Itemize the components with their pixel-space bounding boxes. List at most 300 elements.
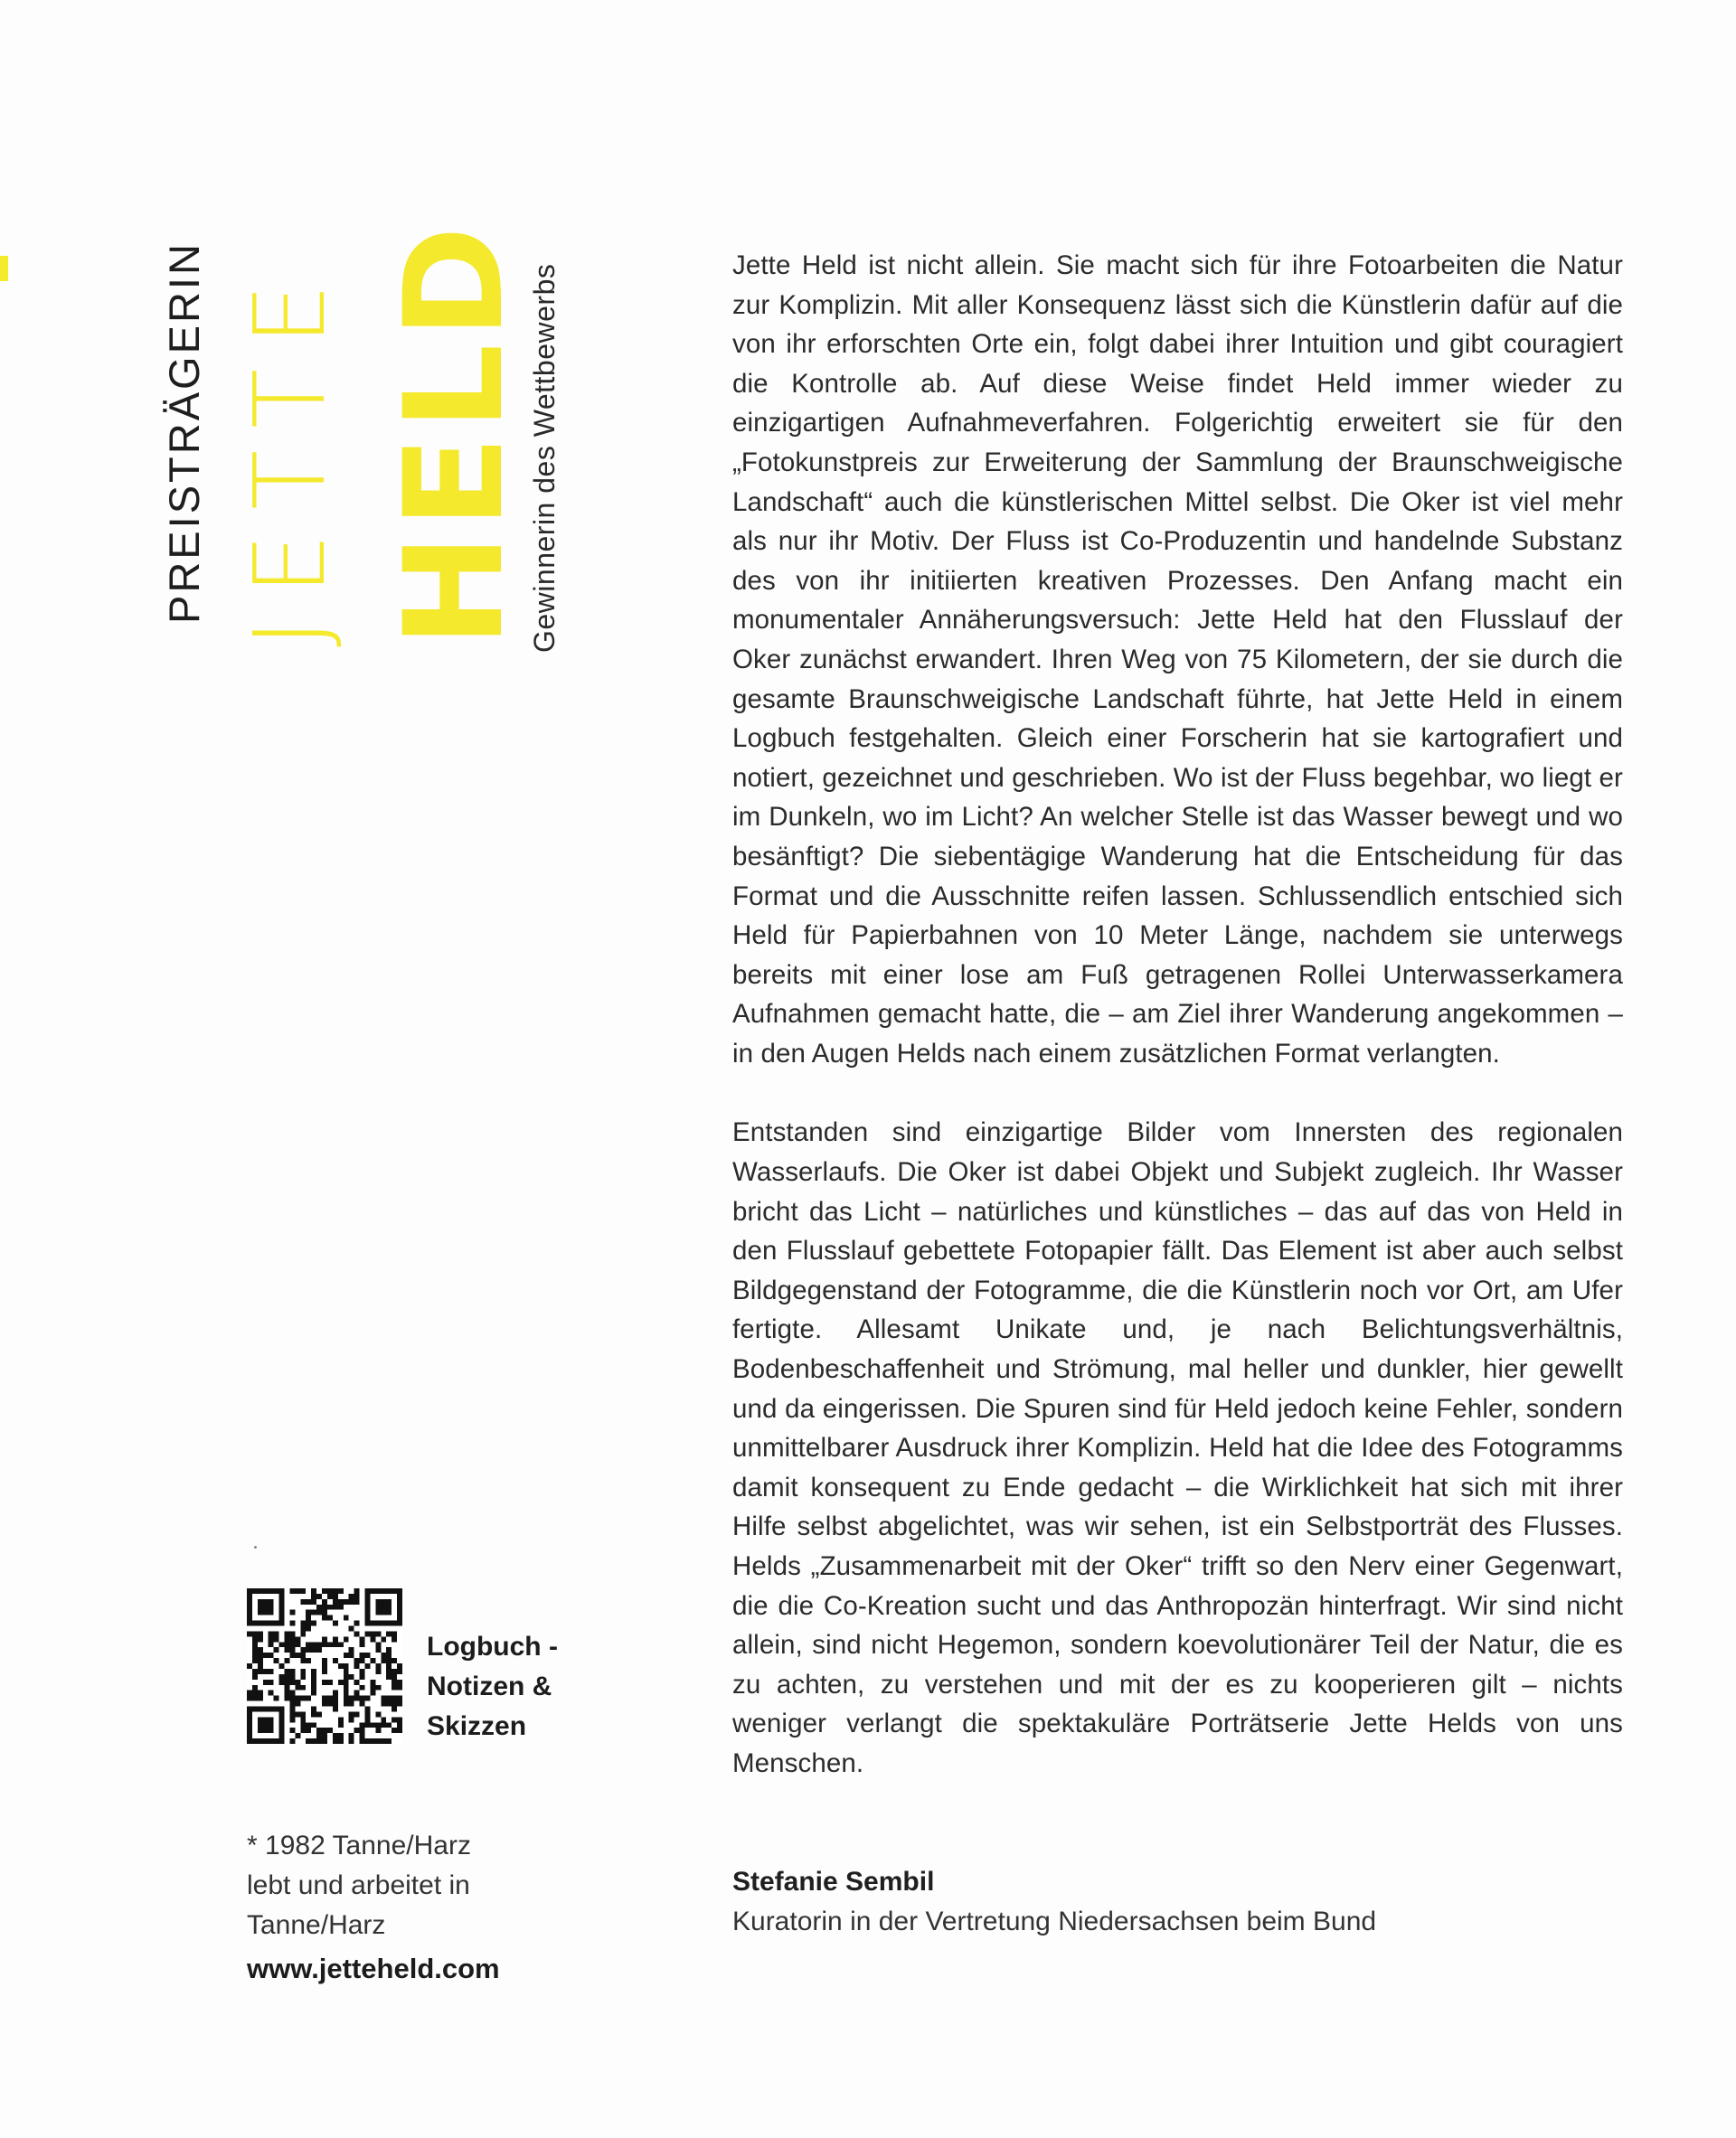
qr-module — [263, 1653, 269, 1658]
qr-module — [386, 1599, 392, 1605]
qr-module — [392, 1696, 397, 1701]
qr-module — [279, 1663, 285, 1669]
qr-module — [349, 1599, 354, 1605]
qr-module — [386, 1653, 392, 1658]
edge-color-marker — [0, 256, 8, 281]
qr-module — [300, 1722, 306, 1728]
qr-module — [344, 1685, 349, 1691]
qr-module — [306, 1626, 311, 1632]
qr-module — [381, 1588, 386, 1594]
qr-module — [252, 1642, 258, 1647]
qr-module — [333, 1691, 338, 1696]
qr-caption-line-2: Notizen & — [427, 1672, 552, 1701]
qr-module — [263, 1588, 269, 1594]
qr-module — [279, 1722, 285, 1728]
qr-module — [364, 1711, 370, 1717]
qr-module — [381, 1605, 386, 1610]
qr-module — [360, 1669, 365, 1674]
qr-module — [263, 1706, 269, 1711]
qr-module — [258, 1728, 263, 1733]
qr-module — [274, 1647, 279, 1653]
qr-module — [322, 1696, 327, 1701]
qr-module — [333, 1636, 338, 1642]
qr-module — [322, 1738, 327, 1744]
qr-module — [279, 1615, 285, 1621]
qr-module — [247, 1711, 252, 1717]
qr-module — [258, 1738, 263, 1744]
qr-module — [370, 1588, 375, 1594]
qr-module — [258, 1588, 263, 1594]
qr-module — [344, 1663, 349, 1669]
qr-module — [300, 1647, 306, 1653]
qr-module — [300, 1631, 306, 1636]
qr-module — [381, 1599, 386, 1605]
qr-module — [375, 1669, 381, 1674]
qr-module — [258, 1669, 263, 1674]
qr-module — [247, 1738, 252, 1744]
qr-module — [269, 1588, 274, 1594]
qr-module — [364, 1610, 370, 1615]
qr-module — [349, 1647, 354, 1653]
qr-module — [289, 1701, 295, 1707]
qr-module — [386, 1701, 392, 1707]
qr-module — [289, 1636, 295, 1642]
qr-module — [269, 1631, 274, 1636]
qr-module — [375, 1642, 381, 1647]
qr-module — [381, 1653, 386, 1658]
qr-module — [338, 1605, 344, 1610]
qr-module — [295, 1701, 300, 1707]
qr-module — [370, 1658, 375, 1663]
qr-module — [327, 1594, 333, 1599]
qr-module — [274, 1588, 279, 1594]
qr-module — [364, 1615, 370, 1621]
qr-module — [375, 1738, 381, 1744]
qr-caption-line-3: Skizzen — [427, 1711, 527, 1741]
qr-module — [300, 1599, 306, 1605]
qr-module — [295, 1588, 300, 1594]
qr-module — [381, 1701, 386, 1707]
qr-module — [316, 1728, 322, 1733]
qr-module — [279, 1717, 285, 1722]
qr-module — [392, 1680, 397, 1685]
qr-module — [285, 1691, 290, 1696]
qr-module — [344, 1680, 349, 1685]
author-signature — [732, 1862, 1623, 1942]
qr-module — [360, 1653, 365, 1658]
qr-module — [322, 1663, 327, 1669]
qr-module — [322, 1636, 327, 1642]
qr-module — [285, 1696, 290, 1701]
qr-module — [333, 1696, 338, 1701]
artist-last-name: HELD — [376, 220, 533, 647]
qr-module — [269, 1621, 274, 1626]
qr-module — [354, 1728, 360, 1733]
qr-module — [258, 1599, 263, 1605]
qr-module — [322, 1588, 327, 1594]
qr-module — [375, 1621, 381, 1626]
qr-module — [370, 1680, 375, 1685]
qr-module — [295, 1653, 300, 1658]
qr-module — [252, 1653, 258, 1658]
qr-module — [279, 1605, 285, 1610]
qr-module — [263, 1722, 269, 1728]
qr-module — [311, 1599, 316, 1605]
qr-module — [338, 1733, 344, 1738]
qr-module — [354, 1711, 360, 1717]
qr-module — [381, 1636, 386, 1642]
qr-module — [375, 1647, 381, 1653]
qr-module — [349, 1653, 354, 1658]
qr-module — [279, 1711, 285, 1717]
qr-module — [311, 1706, 316, 1711]
qr-module — [263, 1610, 269, 1615]
qr-module — [333, 1658, 338, 1663]
qr-module — [344, 1691, 349, 1696]
qr-module — [344, 1674, 349, 1680]
winner-subtitle: Gewinnerin des Wettbewerbs — [528, 263, 561, 653]
qr-module — [344, 1669, 349, 1674]
qr-module — [344, 1653, 349, 1658]
qr-module — [252, 1696, 258, 1701]
qr-module — [375, 1605, 381, 1610]
qr-module — [247, 1722, 252, 1728]
qr-module — [360, 1658, 365, 1663]
qr-module — [397, 1615, 402, 1621]
bio-line-3: Tanne/Harz — [247, 1910, 386, 1940]
qr-module — [386, 1605, 392, 1610]
qr-module — [333, 1594, 338, 1599]
qr-module — [269, 1653, 274, 1658]
qr-module — [247, 1605, 252, 1610]
qr-module — [300, 1626, 306, 1632]
qr-module — [375, 1722, 381, 1728]
qr-module — [306, 1728, 311, 1733]
qr-module — [269, 1722, 274, 1728]
qr-module — [279, 1728, 285, 1733]
qr-module — [397, 1717, 402, 1722]
qr-module — [375, 1663, 381, 1669]
qr-module — [349, 1594, 354, 1599]
qr-module — [386, 1696, 392, 1701]
qr-module — [354, 1680, 360, 1685]
qr-module — [364, 1717, 370, 1722]
qr-module — [338, 1680, 344, 1685]
qr-module — [375, 1610, 381, 1615]
qr-module — [289, 1610, 295, 1615]
qr-module — [311, 1594, 316, 1599]
qr-module — [316, 1738, 322, 1744]
qr-module — [386, 1658, 392, 1663]
qr-module — [364, 1631, 370, 1636]
qr-module — [375, 1728, 381, 1733]
qr-module — [333, 1706, 338, 1711]
qr-module — [311, 1642, 316, 1647]
qr-module — [289, 1631, 295, 1636]
qr-module — [392, 1706, 397, 1711]
qr-module — [279, 1610, 285, 1615]
qr-module — [300, 1711, 306, 1717]
qr-module — [295, 1642, 300, 1647]
qr-module — [344, 1701, 349, 1707]
qr-module — [354, 1663, 360, 1669]
qr-module — [316, 1647, 322, 1653]
qr-module — [364, 1653, 370, 1658]
qr-module — [397, 1728, 402, 1733]
qr-module — [311, 1685, 316, 1691]
qr-module — [338, 1588, 344, 1594]
qr-module — [285, 1636, 290, 1642]
qr-module — [397, 1610, 402, 1615]
qr-module — [252, 1631, 258, 1636]
prize-label: PREISTRÄGERIN — [160, 241, 208, 624]
qr-module — [338, 1738, 344, 1744]
qr-module — [322, 1599, 327, 1605]
article-body — [732, 246, 1623, 1784]
qr-module — [295, 1733, 300, 1738]
qr-code-graphic — [247, 1588, 402, 1744]
qr-module — [285, 1685, 290, 1691]
qr-module — [263, 1669, 269, 1674]
qr-module — [381, 1696, 386, 1701]
qr-module — [274, 1631, 279, 1636]
qr-module — [258, 1636, 263, 1642]
qr-module — [364, 1738, 370, 1744]
qr-module — [306, 1599, 311, 1605]
qr-module — [375, 1588, 381, 1594]
qr-module — [306, 1610, 311, 1615]
print-dot — [254, 1546, 257, 1549]
qr-module — [322, 1733, 327, 1738]
qr-module — [252, 1706, 258, 1711]
qr-module — [360, 1733, 365, 1738]
qr-module — [386, 1738, 392, 1744]
qr-module — [295, 1636, 300, 1642]
qr-module — [263, 1717, 269, 1722]
qr-module — [338, 1663, 344, 1669]
qr-module — [258, 1706, 263, 1711]
qr-module — [252, 1621, 258, 1626]
qr-module — [327, 1696, 333, 1701]
qr-module — [258, 1691, 263, 1696]
qr-module — [381, 1722, 386, 1728]
qr-module — [279, 1621, 285, 1626]
qr-module — [392, 1717, 397, 1722]
qr-module — [300, 1728, 306, 1733]
qr-module — [360, 1722, 365, 1728]
qr-code-icon[interactable] — [247, 1588, 402, 1744]
qr-module — [311, 1647, 316, 1653]
qr-module — [252, 1647, 258, 1653]
qr-module — [333, 1701, 338, 1707]
qr-module — [311, 1621, 316, 1626]
qr-module — [279, 1594, 285, 1599]
qr-module — [263, 1605, 269, 1610]
qr-module — [289, 1691, 295, 1696]
qr-module — [344, 1696, 349, 1701]
qr-module — [370, 1685, 375, 1691]
qr-module — [327, 1728, 333, 1733]
qr-module — [397, 1663, 402, 1669]
qr-module — [316, 1610, 322, 1615]
qr-module — [289, 1669, 295, 1674]
qr-module — [360, 1701, 365, 1707]
qr-module — [397, 1621, 402, 1626]
qr-module — [247, 1663, 252, 1669]
qr-module — [397, 1588, 402, 1594]
qr-module — [354, 1594, 360, 1599]
qr-module — [285, 1680, 290, 1685]
qr-module — [274, 1738, 279, 1744]
qr-module — [354, 1631, 360, 1636]
qr-module — [386, 1722, 392, 1728]
qr-module — [258, 1605, 263, 1610]
qr-module — [247, 1691, 252, 1696]
qr-module — [306, 1621, 311, 1626]
qr-module — [370, 1636, 375, 1642]
qr-module — [300, 1669, 306, 1674]
qr-module — [247, 1706, 252, 1711]
qr-module — [386, 1669, 392, 1674]
qr-module — [279, 1599, 285, 1605]
qr-module — [327, 1605, 333, 1610]
qr-module — [397, 1722, 402, 1728]
qr-module — [306, 1615, 311, 1621]
qr-module — [327, 1588, 333, 1594]
qr-module — [247, 1610, 252, 1615]
qr-module — [306, 1722, 311, 1728]
qr-module — [247, 1594, 252, 1599]
qr-module — [392, 1669, 397, 1674]
qr-module — [269, 1717, 274, 1722]
qr-module — [247, 1631, 252, 1636]
qr-module — [386, 1621, 392, 1626]
qr-module — [300, 1685, 306, 1691]
qr-module — [360, 1636, 365, 1642]
qr-module — [364, 1696, 370, 1701]
qr-module — [258, 1621, 263, 1626]
qr-module — [300, 1717, 306, 1722]
qr-module — [285, 1674, 290, 1680]
qr-module — [327, 1680, 333, 1685]
qr-module — [311, 1669, 316, 1674]
qr-module — [360, 1674, 365, 1680]
qr-module — [274, 1636, 279, 1642]
qr-module — [279, 1706, 285, 1711]
qr-module — [354, 1621, 360, 1626]
qr-module — [269, 1605, 274, 1610]
qr-module — [338, 1642, 344, 1647]
body-paragraph-2: Entstanden sind einzigartige Bilder vom Innersten des regionalen Wasserlaufs. Die Oker ist dabei Objekt und Subjekt zugleich. Ihr Wasser bricht das Licht – natürliches und künstliches – das auf das von Held in den Flusslauf gebettete Fotopapier fällt. Das Element ist aber auch selbst Bildgegenstand der Fotogramme, die die Künstlerin noch vor Ort, am Ufer fertigte. Allesamt Unikate und, je nach Belichtungsverhältnis, Bodenbeschaffenheit und Strömung, mal heller und dunkler, hier gewellt und da eingerissen. Die Spuren sind für Held jedoch keine Fehler, sondern unmittelbarer Ausdruck ihrer Komplizin. Held hat die Idee des Fotogramms damit konsequent zu Ende gedacht – die Wirklichkeit hat sich mit ihrer Hilfe selbst abgelichtet, was wir sehen, ist ein Selbstporträt des Flusses. Helds „Zusammenarbeit mit der Oker“ trifft so den Nerv einer Gegenwart, die die Co-Kreation sucht und das Anthropozän hinterfragt. Wir sind nicht allein, sind nicht Hegemon, sondern koevolutionärer Teil der Natur, die es zu achten, zu verstehen und mit der es zu kooperieren gilt – nichts weniger verlangt die spektakuläre Porträtserie Jette Helds von uns Menschen. — [732, 1117, 1623, 1778]
qr-module — [279, 1738, 285, 1744]
qr-module — [289, 1674, 295, 1680]
qr-module — [338, 1722, 344, 1728]
qr-module — [269, 1691, 274, 1696]
qr-module — [370, 1631, 375, 1636]
qr-module — [289, 1621, 295, 1626]
qr-module — [397, 1605, 402, 1610]
qr-module — [349, 1717, 354, 1722]
qr-module — [322, 1610, 327, 1615]
qr-module — [311, 1674, 316, 1680]
qr-module — [295, 1680, 300, 1685]
qr-module — [263, 1680, 269, 1685]
qr-module — [274, 1706, 279, 1711]
qr-module — [258, 1647, 263, 1653]
qr-module — [285, 1658, 290, 1663]
website-link[interactable]: www.jetteheld.com — [247, 1953, 500, 1984]
qr-module — [269, 1680, 274, 1685]
qr-module — [397, 1680, 402, 1685]
qr-module — [322, 1680, 327, 1685]
qr-module — [333, 1642, 338, 1647]
qr-module — [386, 1663, 392, 1669]
qr-module — [252, 1674, 258, 1680]
qr-module — [375, 1711, 381, 1717]
qr-module — [349, 1711, 354, 1717]
qr-module — [258, 1610, 263, 1615]
qr-module — [322, 1642, 327, 1647]
bio-line-1: * 1982 Tanne/Harz — [247, 1831, 471, 1860]
qr-module — [274, 1696, 279, 1701]
qr-module — [285, 1631, 290, 1636]
qr-module — [269, 1706, 274, 1711]
qr-module — [258, 1663, 263, 1669]
qr-module — [247, 1599, 252, 1605]
qr-module — [306, 1738, 311, 1744]
qr-module — [316, 1594, 322, 1599]
qr-module — [349, 1738, 354, 1744]
qr-module — [338, 1599, 344, 1605]
qr-module — [247, 1588, 252, 1594]
qr-module — [392, 1728, 397, 1733]
qr-module — [306, 1658, 311, 1663]
qr-module — [333, 1621, 338, 1626]
qr-module — [354, 1588, 360, 1594]
qr-module — [392, 1621, 397, 1626]
qr-module — [295, 1696, 300, 1701]
qr-module — [311, 1738, 316, 1744]
qr-module — [289, 1706, 295, 1711]
qr-module — [289, 1680, 295, 1685]
qr-module — [252, 1588, 258, 1594]
qr-module — [364, 1621, 370, 1626]
qr-module — [327, 1615, 333, 1621]
qr-module — [333, 1605, 338, 1610]
qr-module — [247, 1717, 252, 1722]
qr-module — [263, 1738, 269, 1744]
qr-module — [364, 1663, 370, 1669]
qr-module — [311, 1691, 316, 1696]
qr-module — [392, 1658, 397, 1663]
qr-module — [364, 1605, 370, 1610]
qr-module — [364, 1594, 370, 1599]
qr-module — [252, 1636, 258, 1642]
qr-module — [322, 1615, 327, 1621]
qr-module — [306, 1642, 311, 1647]
qr-module — [269, 1728, 274, 1733]
qr-module — [364, 1706, 370, 1711]
qr-module — [247, 1615, 252, 1621]
qr-module — [295, 1711, 300, 1717]
qr-module — [269, 1636, 274, 1642]
qr-module — [269, 1610, 274, 1615]
qr-module — [360, 1685, 365, 1691]
qr-module — [289, 1588, 295, 1594]
qr-module — [392, 1588, 397, 1594]
qr-module — [333, 1588, 338, 1594]
qr-module — [397, 1594, 402, 1599]
